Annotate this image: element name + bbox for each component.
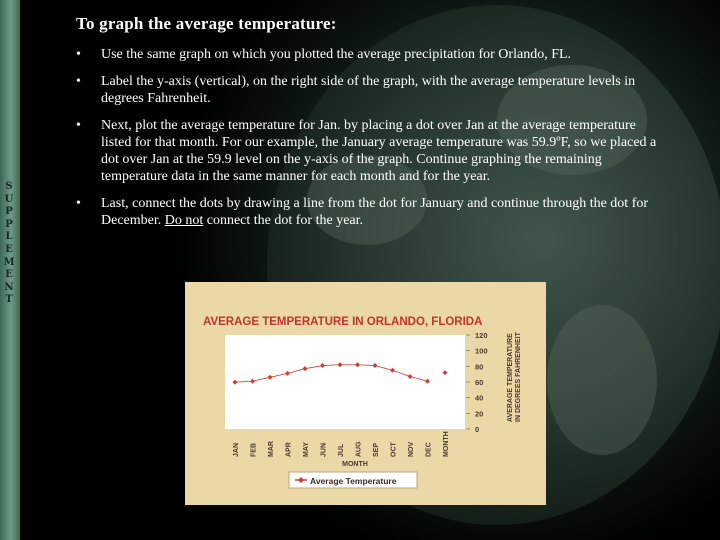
bullet-text: Label the y-axis (vertical), on the right side of the graph, with the average temperature levels in degrees Fahrenheit.	[101, 74, 636, 106]
x-tick-label: FEB	[250, 443, 258, 457]
bullet-icon: •	[76, 74, 81, 89]
x-tick-label: DEC	[425, 442, 433, 457]
x-axis-label: MONTH	[342, 461, 368, 468]
x-tick-label: JUL	[338, 443, 345, 457]
supplement-sidebar	[0, 0, 20, 540]
sidebar-letter: P	[5, 218, 13, 230]
y-tick-label: 20	[475, 409, 484, 419]
bullet-icon: •	[76, 118, 81, 133]
sidebar-letter: M	[3, 256, 15, 268]
temperature-chart-panel	[185, 282, 546, 505]
sidebar-letter: L	[5, 231, 13, 243]
bullet-text	[101, 196, 648, 228]
slide-title: To graph the average temperature:	[76, 14, 337, 33]
y-axis-label: AVERAGE TEMPERATURE	[507, 333, 514, 422]
x-tick-label: JUN	[320, 442, 328, 457]
y-tick-label: 80	[475, 362, 484, 372]
bullet-text: Next, plot the average temperature for Jan. by placing a dot over Jan at the average temperature listed for that month. For our example, the January average temperature was 59.9ºF, so we placed a dot over Jan at the 59.9 level on the y-axis of the graph. Continue graphing the remaining temperature data in the same manner for each month and for the year.	[101, 118, 657, 184]
instruction-list	[76, 46, 666, 239]
sidebar-letter: P	[5, 206, 13, 218]
x-tick-label: MAY	[303, 442, 310, 457]
x-tick-label: OCT	[390, 442, 398, 457]
y-axis-label-2: IN DEGREES FAHRENHEIT	[515, 332, 522, 422]
list-item	[76, 195, 666, 229]
y-tick-label: 60	[475, 378, 484, 387]
bullet-text: Use the same graph on which you plotted the average precipitation for Orlando, FL.	[101, 47, 572, 62]
underlined-text: Do not	[164, 213, 204, 228]
x-tick-label: NOV	[408, 441, 415, 457]
y-tick-label: 120	[475, 331, 488, 340]
legend-label: Average Temperature	[310, 476, 397, 486]
list-item	[76, 46, 666, 63]
chart-legend	[289, 472, 417, 488]
y-tick-label: 0	[475, 425, 480, 434]
sidebar-letter: N	[4, 281, 14, 293]
sidebar-letter: S	[5, 181, 13, 192]
list-item	[76, 73, 666, 107]
temperature-chart	[185, 282, 546, 505]
x-tick-label: APR	[285, 442, 293, 457]
bullet-icon: •	[76, 47, 81, 62]
y-tick-label: 40	[475, 393, 484, 403]
sidebar-letter: T	[5, 294, 13, 306]
x-tick-label: JAN	[233, 442, 240, 457]
sidebar-letter: U	[4, 193, 14, 205]
chart-title: AVERAGE TEMPERATURE IN ORLANDO, FLORIDA	[203, 316, 483, 328]
x-tick-label: MONTH	[443, 431, 450, 457]
list-item	[76, 117, 666, 185]
x-tick-label: MAR	[268, 441, 275, 457]
x-tick-label: AUG	[355, 441, 363, 457]
sidebar-letter: E	[5, 269, 13, 281]
bullet-text-part: connect the dot for the year.	[203, 213, 364, 228]
y-tick-label: 100	[475, 346, 488, 356]
supplement-label	[2, 181, 16, 307]
x-tick-label: SEP	[373, 442, 380, 457]
sidebar-letter: E	[5, 243, 13, 255]
bullet-icon: •	[76, 196, 81, 211]
bullet-text-part: Last, connect the dots by drawing a line from the dot for January and continue through the dot for December.	[101, 196, 649, 228]
